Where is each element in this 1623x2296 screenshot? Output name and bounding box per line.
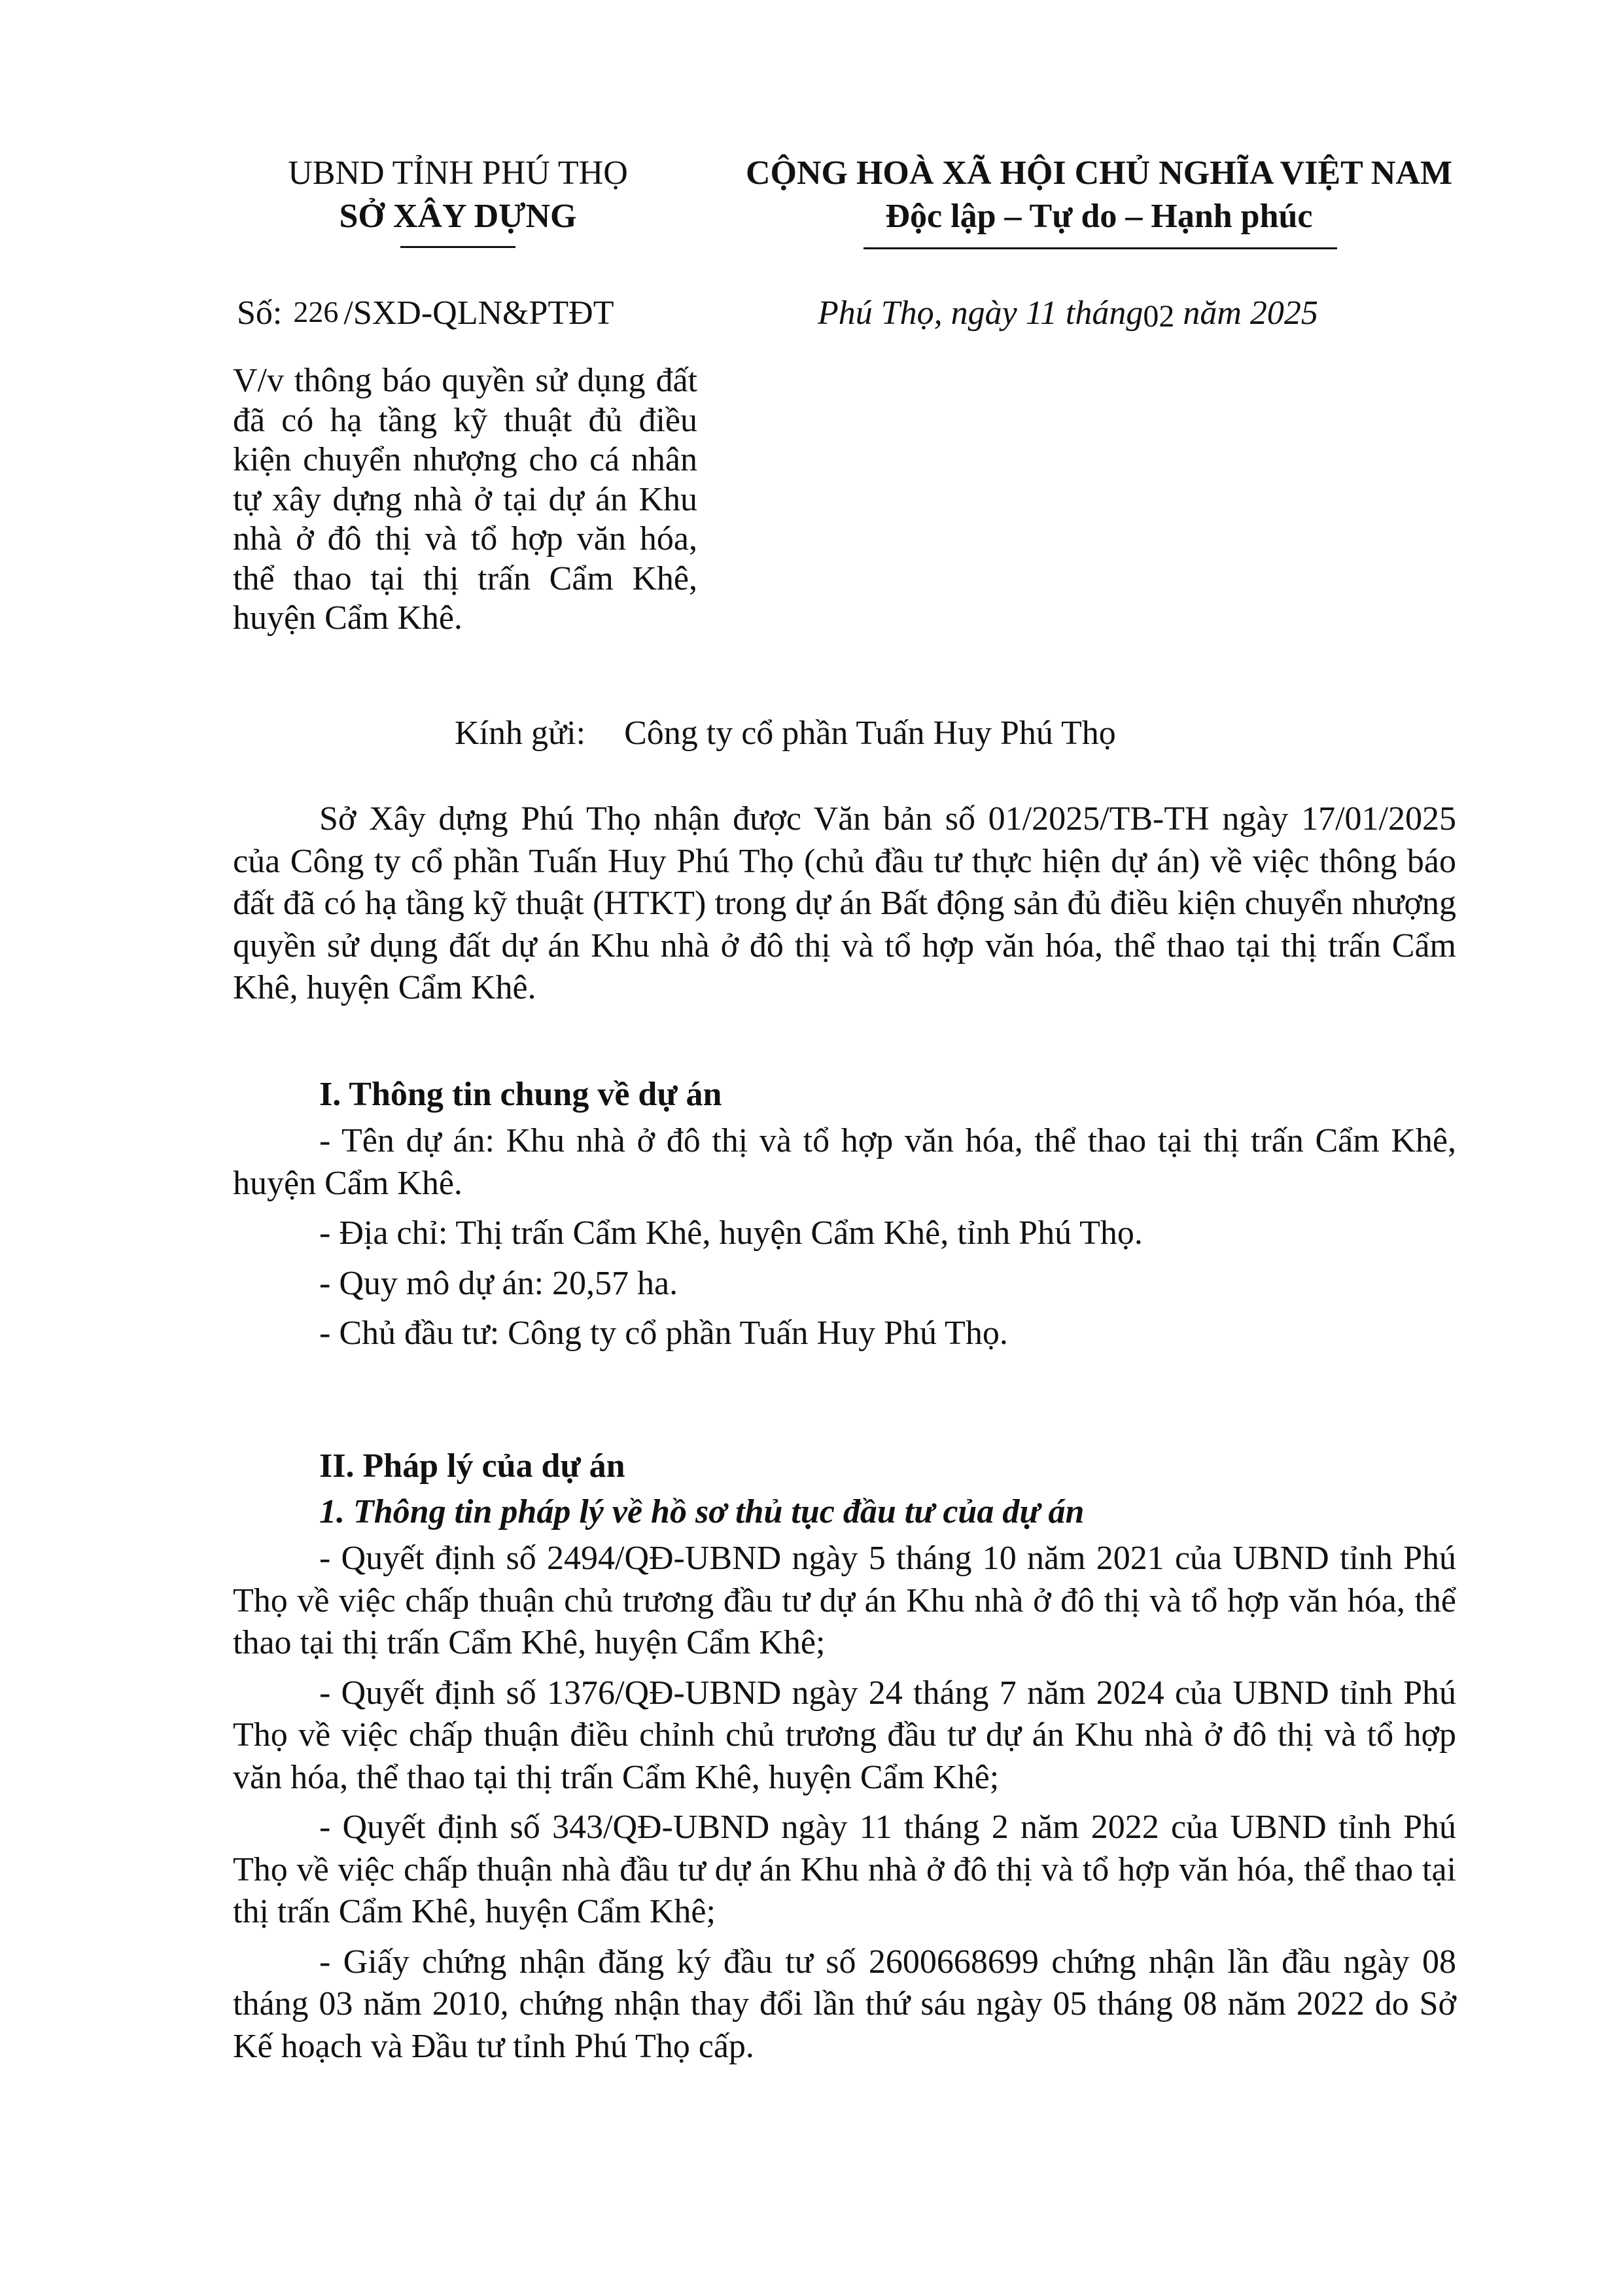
list-item: - Địa chỉ: Thị trấn Cẩm Khê, huyện Cẩm Khê, tỉnh Phú Thọ.	[319, 1214, 1143, 1252]
motto: Độc lập – Tự do – Hạnh phúc	[885, 198, 1313, 235]
date-suffix: năm 2025	[1183, 294, 1318, 332]
date-prefix: Phú Thọ, ngày 11 tháng	[818, 294, 1143, 332]
number-value: 226	[293, 295, 339, 328]
national-title-block	[713, 152, 1485, 238]
number-prefix: Số:	[237, 294, 283, 332]
intro-paragraph: Sở Xây dựng Phú Thọ nhận được Văn bản số 01/2025/TB-TH ngày 17/01/2025 của Công ty cổ phần Tuấn Huy Phú Thọ (chủ đầu tư thực hiện dự án) về việc thông báo đất đã có hạ tầng kỹ thuật (HTKT) trong dự án Bất động sản đủ điều kiện chuyển nhượng quyền sử dụng đất dự án Khu nhà ở đô thị và tổ hợp văn hóa, thể thao tại thị trấn Cẩm Khê, huyện Cẩm Khê.	[233, 800, 1456, 1006]
agency-block	[222, 152, 693, 238]
section-2-subtitle: 1. Thông tin pháp lý về hồ sơ thủ tục đầu tư của dự án	[319, 1493, 1085, 1530]
subject-summary: V/v thông báo quyền sử dụng đất đã có hạ tầng kỹ thuật đủ điều kiện chuyển nhượng cho cá nhân tự xây dựng nhà ở tại dự án Khu nhà ở đô thị và tổ hợp văn hóa, thể thao tại thị trấn Cẩm Khê, huyện Cẩm Khê.	[233, 362, 697, 637]
section-1-title: I. Thông tin chung về dự án	[319, 1076, 722, 1113]
document-number	[237, 292, 614, 336]
number-code: /SXD-QLN&PTĐT	[343, 294, 614, 332]
list-item: - Giấy chứng nhận đăng ký đầu tư số 2600668699 chứng nhận lần đầu ngày 08 tháng 03 năm 2010, chứng nhận thay đổi lần thứ sáu ngày 05 tháng 08 năm 2022 do Sở Kế hoạch và Đầu tư tỉnh Phú Thọ cấp.	[233, 1943, 1456, 2065]
list-item: - Chủ đầu tư: Công ty cổ phần Tuấn Huy Phú Thọ.	[319, 1315, 1008, 1352]
list-item: - Quyết định số 343/QĐ-UBND ngày 11 tháng 2 năm 2022 của UBND tỉnh Phú Thọ về việc chấp thuận nhà đầu tư dự án Khu nhà ở đô thị và tổ hợp văn hóa, thể thao tại thị trấn Cẩm Khê, huyện Cẩm Khê;	[233, 1809, 1456, 1930]
date-month: 02	[1143, 299, 1175, 334]
section-2-title: II. Pháp lý của dự án	[319, 1447, 625, 1485]
motto-underline	[864, 247, 1337, 249]
recipient-label: Kính gửi:	[455, 715, 586, 752]
section-2-list	[233, 1538, 1456, 2075]
list-item: - Tên dự án: Khu nhà ở đô thị và tổ hợp văn hóa, thể thao tại thị trấn Cẩm Khê, huyện Cẩm Khê.	[233, 1122, 1456, 1202]
document-date	[818, 292, 1318, 336]
list-item: - Quyết định số 1376/QĐ-UBND ngày 24 tháng 7 năm 2024 của UBND tỉnh Phú Thọ về việc chấp thuận điều chỉnh chủ trương đầu tư dự án Khu nhà ở đô thị và tổ hợp văn hóa, thể thao tại thị trấn Cẩm Khê, huyện Cẩm Khê;	[233, 1674, 1456, 1796]
agency-parent: UBND TỈNH PHÚ THỌ	[288, 154, 628, 192]
agency-name: SỞ XÂY DỰNG	[339, 198, 577, 235]
intro-section	[233, 798, 1456, 1010]
recipient	[455, 712, 1116, 755]
recipient-name: Công ty cổ phần Tuấn Huy Phú Thọ	[624, 715, 1116, 752]
agency-underline	[400, 246, 515, 248]
list-item: - Quy mô dự án: 20,57 ha.	[319, 1264, 678, 1302]
list-item: - Quyết định số 2494/QĐ-UBND ngày 5 tháng 10 năm 2021 của UBND tỉnh Phú Thọ về việc chấp thuận chủ trương đầu tư dự án Khu nhà ở đô thị và tổ hợp văn hóa, thể thao tại thị trấn Cẩm Khê, huyện Cẩm Khê;	[233, 1540, 1456, 1661]
national-title: CỘNG HOÀ XÃ HỘI CHỦ NGHĨA VIỆT NAM	[745, 154, 1453, 192]
section-1-list	[233, 1120, 1456, 1363]
